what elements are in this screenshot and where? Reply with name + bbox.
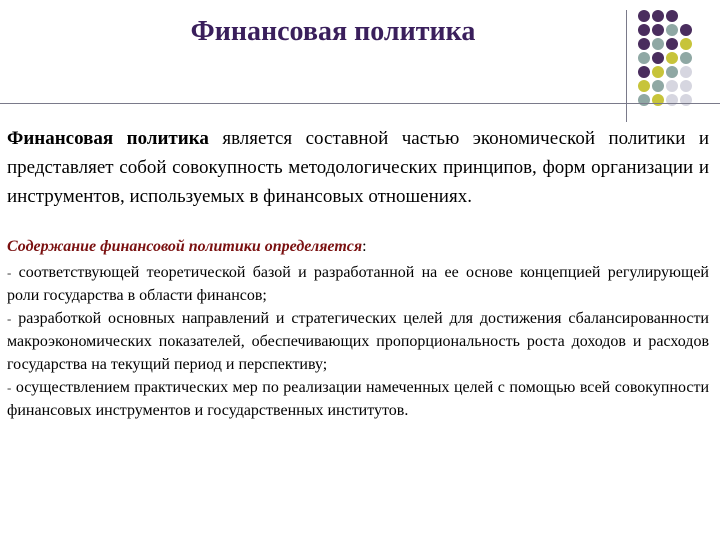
decorative-dot (666, 94, 678, 106)
list-item (7, 261, 709, 307)
decorative-dot (638, 80, 650, 92)
decorative-dot (652, 10, 664, 22)
decorative-dot (652, 80, 664, 92)
decorative-dot (666, 80, 678, 92)
decorative-dot (652, 24, 664, 36)
horizontal-rule (0, 103, 720, 104)
decorative-dot (666, 24, 678, 36)
decorative-dot-grid (638, 10, 704, 106)
decorative-dot (638, 24, 650, 36)
decorative-dot (666, 52, 678, 64)
vertical-rule (626, 10, 627, 122)
list-item (7, 307, 709, 376)
decorative-dot (666, 38, 678, 50)
list-item-text: соответствующей теоретической базой и разработанной на ее основе концепцией регулирующей роли государства в области финансов; (7, 264, 709, 304)
decorative-dot (638, 94, 650, 106)
content-list (7, 261, 709, 422)
decorative-dot (680, 80, 692, 92)
list-item-text: разработкой основных направлений и стратегических целей для достижения сбалансированности макроэкономических показателей, обеспечивающих пропорциональность роста доходов и расходов государства на текущий период и перспективу; (7, 310, 709, 373)
decorative-dot (652, 94, 664, 106)
list-item (7, 376, 709, 422)
decorative-dot (680, 52, 692, 64)
definition-text: является составной частью экономической политики и представляет собой совокупность методологических принципов, форм организации и инструментов, используемых в финансовых отношениях. (7, 128, 710, 207)
decorative-dot (638, 10, 650, 22)
decorative-dot (638, 52, 650, 64)
decorative-dot (652, 66, 664, 78)
decorative-dot (666, 66, 678, 78)
decorative-dot (652, 38, 664, 50)
decorative-dot (652, 52, 664, 64)
content-heading-colon: : (362, 238, 367, 255)
dash-marker: - (7, 380, 12, 395)
decorative-dot (680, 94, 692, 106)
decorative-dot (680, 24, 692, 36)
content-heading-text: Содержание финансовой политики определяется (7, 238, 363, 255)
content-heading (7, 236, 709, 258)
decorative-dot (680, 66, 692, 78)
dash-marker: - (7, 265, 12, 280)
decorative-dot (638, 38, 650, 50)
definition-term: Финансовая политика (7, 128, 209, 149)
decorative-dot (666, 10, 678, 22)
list-item-text: осуществлением практических мер по реализации намеченных целей с помощью всей совокупности финансовых инструментов и государственных институтов. (7, 379, 709, 419)
dash-marker: - (7, 311, 12, 326)
decorative-dot (680, 38, 692, 50)
slide-title: Финансовая политика (190, 16, 476, 47)
decorative-dot (638, 66, 650, 78)
definition-paragraph (7, 124, 709, 211)
